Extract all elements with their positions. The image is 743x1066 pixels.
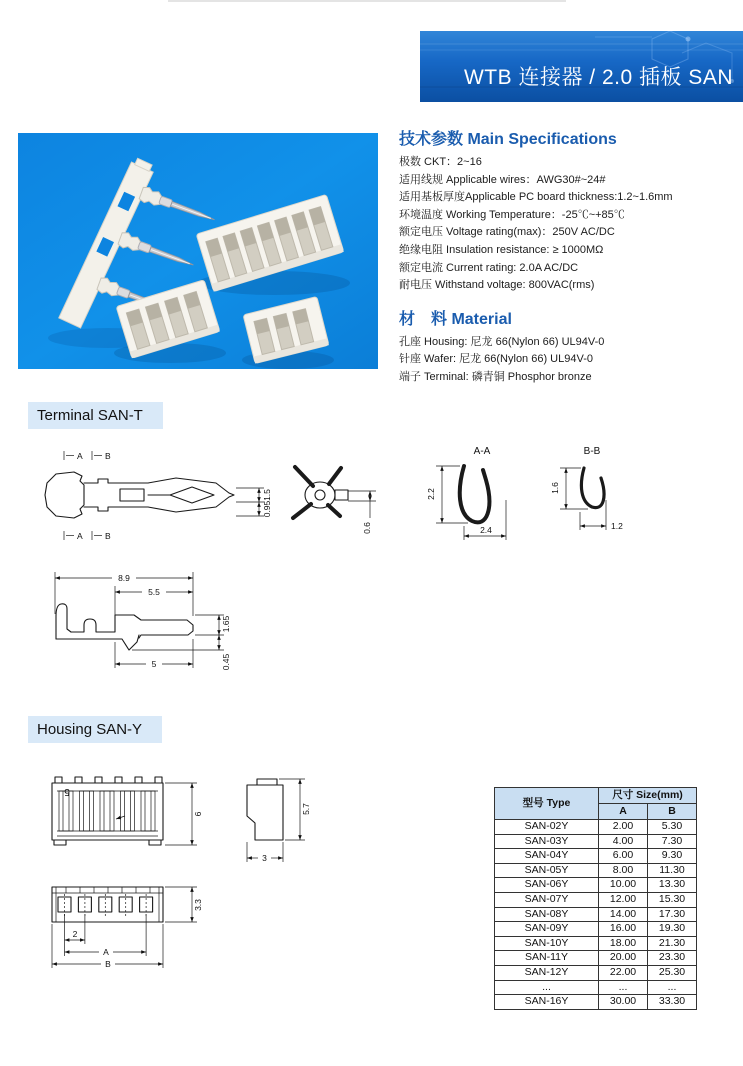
housing-bottom-drawing xyxy=(35,868,280,985)
spec-line: 额定电流 Current rating: 2.0A AC/DC xyxy=(399,261,579,274)
material-line: 针座 Wafer: 尼龙 66(Nylon 66) UL94V-0 xyxy=(399,353,593,366)
bottom-holes xyxy=(58,894,153,916)
col-header-size: 尺寸 Size(mm) xyxy=(599,788,697,804)
svg-text:3.3: 3.3 xyxy=(193,899,203,911)
material-title: 材 料 Material xyxy=(399,310,512,328)
svg-text:0.6: 0.6 xyxy=(362,522,372,534)
svg-text:B: B xyxy=(105,531,111,541)
svg-text:2.4: 2.4 xyxy=(480,525,492,535)
header-banner xyxy=(420,31,743,102)
table-row: SAN-16Y 30.00 33.30 xyxy=(495,995,697,1010)
specifications-panel xyxy=(399,126,743,387)
svg-text:5.7: 5.7 xyxy=(301,803,311,815)
housing-side-drawing xyxy=(225,765,330,877)
svg-text:1.2: 1.2 xyxy=(611,521,623,531)
size-table xyxy=(494,787,697,1010)
section-aa-label: A-A xyxy=(473,446,491,457)
housing-front-drawing xyxy=(45,765,210,877)
table-row: SAN-02Y 2.00 5.30 xyxy=(495,820,697,835)
product-photo xyxy=(18,133,378,369)
svg-text:1.5: 1.5 xyxy=(262,489,272,501)
material-line: 孔座 Housing: 尼龙 66(Nylon 66) UL94V-0 xyxy=(399,335,605,348)
svg-text:A: A xyxy=(103,947,109,957)
spec-line: 绝缘电阻 Insulation resistance: ≥ 1000MΩ xyxy=(399,243,604,256)
col-header-type: 型号 Type xyxy=(495,788,599,820)
svg-text:1.65: 1.65 xyxy=(221,615,231,633)
dimension-lines xyxy=(165,783,203,845)
svg-text:2.2: 2.2 xyxy=(426,488,436,500)
dimension-lines xyxy=(247,779,311,863)
table-row: SAN-09Y 16.00 19.30 xyxy=(495,922,697,937)
table-row: SAN-06Y 10.00 13.30 xyxy=(495,878,697,893)
housing-slots xyxy=(59,791,155,831)
col-header-b: B xyxy=(648,804,697,820)
table-row: ... ... ... xyxy=(495,980,697,995)
housing-side-outline xyxy=(247,779,283,840)
svg-text:2: 2 xyxy=(72,929,78,939)
table-row: SAN-12Y 22.00 25.30 xyxy=(495,965,697,980)
table-row: SAN-10Y 18.00 21.30 xyxy=(495,936,697,951)
dimension-lines xyxy=(426,466,506,540)
dimension-lines xyxy=(52,887,203,969)
section-marks xyxy=(64,451,111,541)
material-line: 端子 Terminal: 磷青铜 Phosphor bronze xyxy=(399,370,592,383)
svg-text:0.95: 0.95 xyxy=(262,500,272,518)
svg-text:8.9: 8.9 xyxy=(118,573,130,583)
terminal-profile-outline xyxy=(56,604,193,650)
svg-text:3: 3 xyxy=(262,853,267,863)
spec-line: 适用基板厚度Applicable PC board thickness:1.2~1.6mm xyxy=(399,191,673,204)
spec-line: 极数 CKT：2~16 xyxy=(399,156,482,168)
housing-section-label: Housing SAN-Y xyxy=(28,716,162,743)
svg-text:1.6: 1.6 xyxy=(550,482,560,494)
page-title: WTB 连接器 / 2.0 插板 SAN xyxy=(463,66,733,89)
table-row: SAN-05Y 8.00 11.30 xyxy=(495,863,697,878)
dimension-lines xyxy=(550,468,623,531)
section-bb-drawing xyxy=(550,438,670,555)
spec-line: 额定电压 Voltage rating(max)：250V AC/DC xyxy=(399,226,615,239)
table-row: SAN-03Y 4.00 7.30 xyxy=(495,834,697,849)
spec-line: 环境温度 Working Temperature：-25℃~+85℃ xyxy=(399,208,625,221)
cavity-number: 5 xyxy=(64,786,70,797)
svg-text:5: 5 xyxy=(151,659,157,669)
svg-text:B: B xyxy=(105,451,111,461)
svg-text:B: B xyxy=(105,959,111,969)
table-row: SAN-07Y 12.00 15.30 xyxy=(495,892,697,907)
terminal-section-label: Terminal SAN-T xyxy=(28,402,163,429)
table-row: SAN-11Y 20.00 23.30 xyxy=(495,951,697,966)
spec-line: 耐电压 Withstand voltage: 800VAC(rms) xyxy=(399,279,595,292)
col-header-a: A xyxy=(599,804,648,820)
terminal-outline xyxy=(45,472,234,518)
section-aa-outline xyxy=(460,466,490,522)
svg-text:6: 6 xyxy=(193,811,203,817)
svg-text:0.45: 0.45 xyxy=(221,653,231,671)
terminal-side-drawing xyxy=(30,443,275,555)
svg-text:A: A xyxy=(77,531,83,541)
svg-text:A: A xyxy=(77,451,83,461)
table-row: SAN-08Y 14.00 17.30 xyxy=(495,907,697,922)
dimension-lines xyxy=(115,615,231,670)
terminal-front-outline xyxy=(293,467,348,518)
dimension-lines xyxy=(236,488,272,517)
terminal-profile-drawing xyxy=(42,558,280,692)
specs-title: 技术参数 Main Specifications xyxy=(399,131,617,148)
dimension-lines xyxy=(348,491,376,534)
section-bb-label: B-B xyxy=(583,446,601,457)
dimension-lines xyxy=(55,572,193,616)
spec-line: 适用线规 Applicable wires：AWG30#~24# xyxy=(399,173,606,186)
svg-text:5.5: 5.5 xyxy=(148,587,160,597)
section-bb-outline xyxy=(581,468,604,508)
terminal-front-drawing xyxy=(283,452,398,544)
table-row: SAN-04Y 6.00 9.30 xyxy=(495,849,697,864)
housing-front-outline xyxy=(52,777,163,845)
page-top-rule xyxy=(168,0,566,2)
section-aa-drawing xyxy=(420,438,545,555)
